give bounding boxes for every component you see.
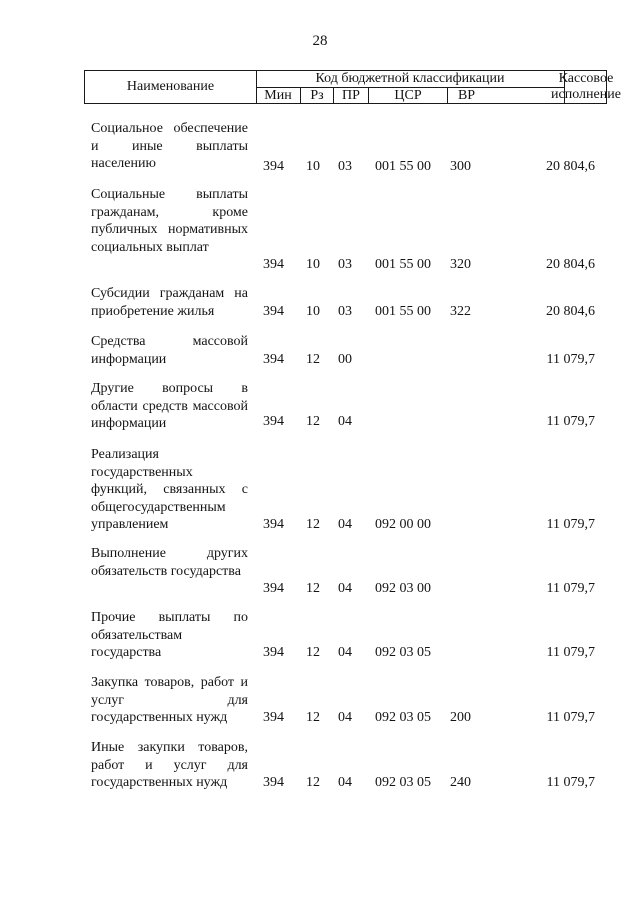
header-min: Мин [256, 88, 301, 103]
row-pr: 03 [338, 256, 352, 272]
table-row [0, 333, 640, 368]
row-min: 394 [263, 516, 284, 532]
row-rz: 12 [306, 644, 320, 660]
row-csr: 001 55 00 [375, 158, 431, 174]
row-pr: 04 [338, 709, 352, 725]
row-name: Выполнение других обязательств государства [91, 546, 248, 579]
header-name: Наименование [85, 71, 257, 103]
row-csr: 001 55 00 [375, 256, 431, 272]
row-rz: 12 [306, 516, 320, 532]
header-vr: ВР [457, 88, 476, 103]
row-sum: 20 804,6 [546, 256, 595, 272]
row-sum: 11 079,7 [546, 774, 595, 790]
row-name: Другие вопросы в области средств массовой информации [91, 381, 248, 431]
header-pr: ПР [334, 88, 369, 103]
row-sum: 20 804,6 [546, 303, 595, 319]
row-rz: 12 [306, 351, 320, 367]
row-name: Иные закупки товаров, работ и услуг для государственных нужд [91, 740, 248, 790]
row-name: Средства массовой информации [91, 334, 248, 367]
page-number: 28 [312, 33, 328, 49]
row-min: 394 [263, 158, 284, 174]
row-rz: 12 [306, 580, 320, 596]
row-sum: 20 804,6 [546, 158, 595, 174]
row-sum: 11 079,7 [546, 351, 595, 367]
row-pr: 04 [338, 580, 352, 596]
row-min: 394 [263, 303, 284, 319]
row-rz: 10 [306, 303, 320, 319]
row-pr: 04 [338, 516, 352, 532]
row-name: Реализация государственных функций, связанных с общегосударственным управлением [91, 447, 248, 532]
row-pr: 04 [338, 413, 352, 429]
row-csr: 092 00 00 [375, 516, 431, 532]
row-vr: 320 [450, 256, 471, 272]
row-csr: 001 55 00 [375, 303, 431, 319]
row-min: 394 [263, 351, 284, 367]
row-min: 394 [263, 580, 284, 596]
row-csr: 092 03 00 [375, 580, 431, 596]
row-rz: 12 [306, 774, 320, 790]
row-min: 394 [263, 774, 284, 790]
row-name: Субсидии гражданам на приобретение жилья [91, 286, 248, 319]
table-row [0, 545, 640, 597]
row-rz: 12 [306, 709, 320, 725]
header-csr: ЦСР [369, 88, 448, 103]
row-name: Социальное обеспечение и иные выплаты населению [91, 121, 248, 171]
row-sum: 11 079,7 [546, 516, 595, 532]
row-sum: 11 079,7 [546, 709, 595, 725]
row-pr: 04 [338, 644, 352, 660]
table-row [0, 739, 640, 791]
row-min: 394 [263, 413, 284, 429]
table-row [0, 446, 640, 533]
row-pr: 04 [338, 774, 352, 790]
table-row [0, 186, 640, 273]
table-row [0, 120, 640, 175]
table-row [0, 674, 640, 726]
row-min: 394 [263, 709, 284, 725]
row-pr: 03 [338, 303, 352, 319]
row-csr: 092 03 05 [375, 644, 431, 660]
row-sum: 11 079,7 [546, 413, 595, 429]
row-vr: 322 [450, 303, 471, 319]
header-code-title: Код бюджетной классификации [256, 71, 564, 88]
row-pr: 03 [338, 158, 352, 174]
row-sum: 11 079,7 [546, 644, 595, 660]
row-csr: 092 03 05 [375, 709, 431, 725]
table-row [0, 380, 640, 430]
row-min: 394 [263, 256, 284, 272]
table-row [0, 609, 640, 661]
row-rz: 12 [306, 413, 320, 429]
row-rz: 10 [306, 158, 320, 174]
row-name: Социальные выплаты гражданам, кроме публичных нормативных социальных выплат [91, 187, 248, 255]
header-rz: Рз [301, 88, 334, 103]
row-name: Прочие выплаты по обязательствам государства [91, 610, 248, 660]
table-header: Наименование Код бюджетной классификации Мин Рз ПР ЦСР ВР Кассовое исполнение [84, 70, 607, 104]
row-vr: 240 [450, 774, 471, 790]
table-row [0, 285, 640, 320]
row-name: Закупка товаров, работ и услуг для государственных нужд [91, 675, 248, 725]
row-min: 394 [263, 644, 284, 660]
row-vr: 200 [450, 709, 471, 725]
row-csr: 092 03 05 [375, 774, 431, 790]
row-pr: 00 [338, 351, 352, 367]
row-vr: 300 [450, 158, 471, 174]
row-sum: 11 079,7 [546, 580, 595, 596]
header-code-group [256, 71, 565, 103]
row-rz: 10 [306, 256, 320, 272]
